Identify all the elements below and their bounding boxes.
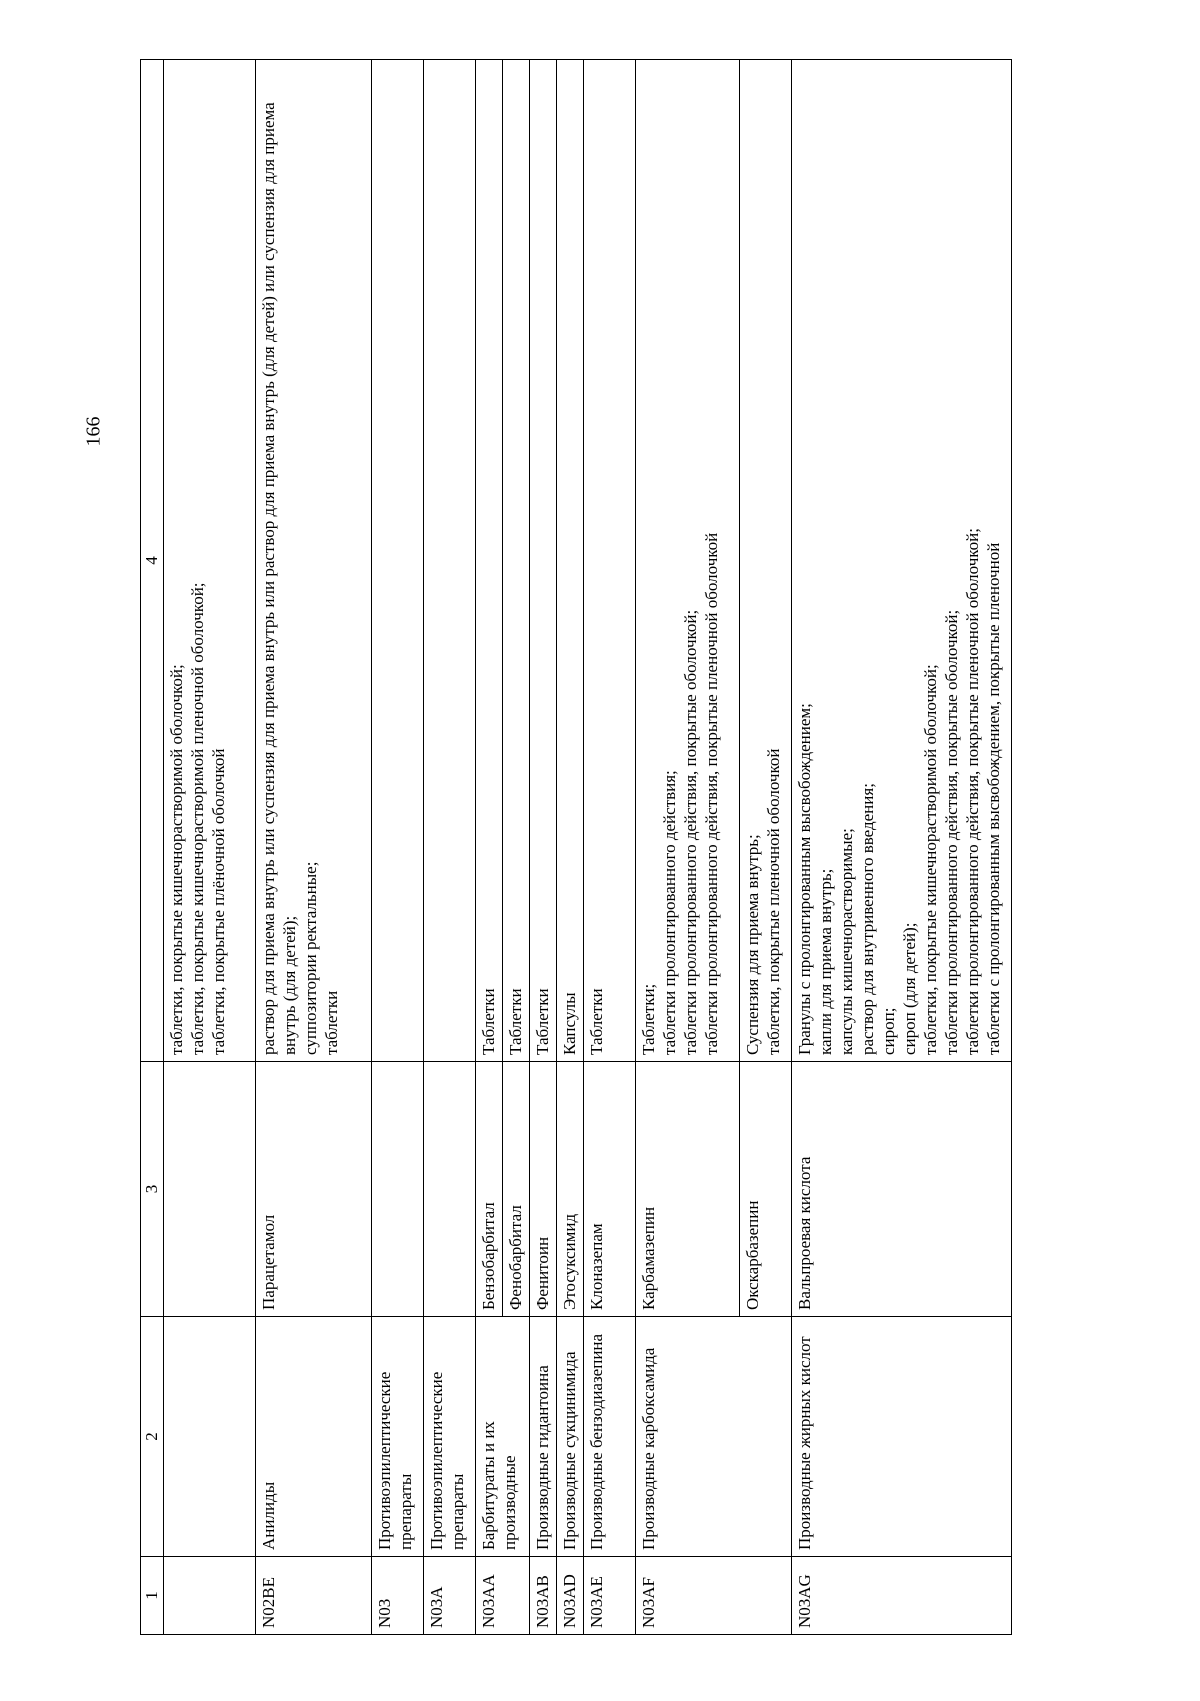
forms-cell [424,60,476,1062]
form-line: таблетки, покрытые кишечнорастворимой оболочкой; [921,664,940,1055]
form-line: Таблетки [587,988,606,1055]
form-line: таблетки пролонгированного действия, покрытые пленочной оболочкой [702,532,721,1055]
form-line: таблетки пролонгированного действия, покрытые оболочкой; [681,609,700,1055]
atc-code-cell: N03A [424,1557,476,1635]
drug-cell: Этосуксимид [557,1062,584,1317]
atc-code-cell: N02BE [256,1557,372,1635]
column-number: 2 [141,1317,164,1557]
drug-cell: Карбамазепин [636,1062,740,1317]
drug-cell [372,1062,424,1317]
forms-cell [530,60,557,1062]
form-line: капсулы кишечнорастворимые; [837,828,856,1055]
form-line: таблетки с пролонгированным высвобождением, покрытые пленочной [984,542,1003,1055]
form-line: таблетки пролонгированного действия; [660,770,679,1055]
group-cell: Производные сукцинимида [557,1317,584,1557]
table-row [636,60,740,1635]
drug-cell: Фенитоин [530,1062,557,1317]
atc-code-cell [164,1557,256,1635]
forms-cell [584,60,636,1062]
table-row [476,60,503,1635]
drug-cell [164,1062,256,1317]
drug-cell: Бензобарбитал [476,1062,503,1317]
form-line: таблетки, покрытые пленочной оболочкой [764,748,783,1055]
drug-cell: Окскарбазепин [740,1062,792,1317]
drug-cell: Парацетамол [256,1062,372,1317]
column-number: 4 [141,60,164,1062]
forms-cell [792,60,1012,1062]
page-number: 166 [82,416,105,447]
form-line: Таблетки; [639,983,658,1055]
form-line: капли для приема внутрь; [816,868,835,1055]
table-row [557,60,584,1635]
form-line: Гранулы с пролонгированным высвобождением; [795,703,814,1055]
form-line: Таблетки [479,988,498,1055]
group-cell: Производные карбоксамида [636,1317,792,1557]
group-cell: Производные жирных кислот [792,1317,1012,1557]
forms-cell [256,60,372,1062]
forms-cell [503,60,530,1062]
drug-cell: Клоназепам [584,1062,636,1317]
forms-cell [372,60,424,1062]
form-line: сироп (для детей); [900,922,919,1055]
column-number-row [141,60,164,1635]
forms-cell [476,60,503,1062]
table-row [256,60,372,1635]
table-row [792,60,1012,1635]
form-line: таблетки, покрытые кишечнорастворимой пленочной оболочкой; [188,582,207,1055]
rotated-table-container [140,60,1112,1635]
group-cell: Противоэпилептические препараты [424,1317,476,1557]
drug-table [140,59,1012,1635]
group-cell: Анилиды [256,1317,372,1557]
form-line: Таблетки [533,988,552,1055]
form-line: таблетки, покрытые плёночной оболочкой [209,748,228,1055]
form-line: таблетки пролонгированного действия, покрытые оболочкой; [942,609,961,1055]
atc-code-cell: N03AA [476,1557,530,1635]
column-number: 1 [141,1557,164,1635]
atc-code-cell: N03AB [530,1557,557,1635]
table-row [530,60,557,1635]
atc-code-cell: N03AF [636,1557,792,1635]
form-line: раствор для внутривенного введения; [858,783,877,1055]
forms-cell [164,60,256,1062]
group-cell: Производные бензодиазепина [584,1317,636,1557]
atc-code-cell: N03AG [792,1557,1012,1635]
atc-code-cell: N03 [372,1557,424,1635]
atc-code-cell: N03AE [584,1557,636,1635]
table-row [164,60,256,1635]
table-row [372,60,424,1635]
group-cell: Противоэпилептические препараты [372,1317,424,1557]
form-line: Капсулы [560,992,579,1055]
form-line: таблетки, покрытые кишечнорастворимой оболочкой; [167,664,186,1055]
drug-cell: Вальпроевая кислота [792,1062,1012,1317]
forms-cell [636,60,740,1062]
atc-code-cell: N03AD [557,1557,584,1635]
form-line: Таблетки [506,988,525,1055]
drug-cell [424,1062,476,1317]
group-cell: Производные гидантоина [530,1317,557,1557]
forms-cell [740,60,792,1062]
column-number: 3 [141,1062,164,1317]
form-line: сироп; [879,1007,898,1055]
form-line: суппозитории ректальные; [301,861,320,1055]
form-line: Суспензия для приема внутрь; [743,834,762,1055]
form-line: таблетки пролонгированного действия, покрытые пленочной оболочкой; [963,528,982,1055]
form-line: таблетки [322,990,341,1055]
table-row [424,60,476,1635]
drug-cell: Фенобарбитал [503,1062,530,1317]
table-row [584,60,636,1635]
group-cell [164,1317,256,1557]
form-line: раствор для приема внутрь или суспензия для приема внутрь или раствор для приема внутрь (для детей) или суспензия для приема внутрь (для детей); [259,102,299,1055]
forms-cell [557,60,584,1062]
group-cell: Барбитураты и их производные [476,1317,530,1557]
